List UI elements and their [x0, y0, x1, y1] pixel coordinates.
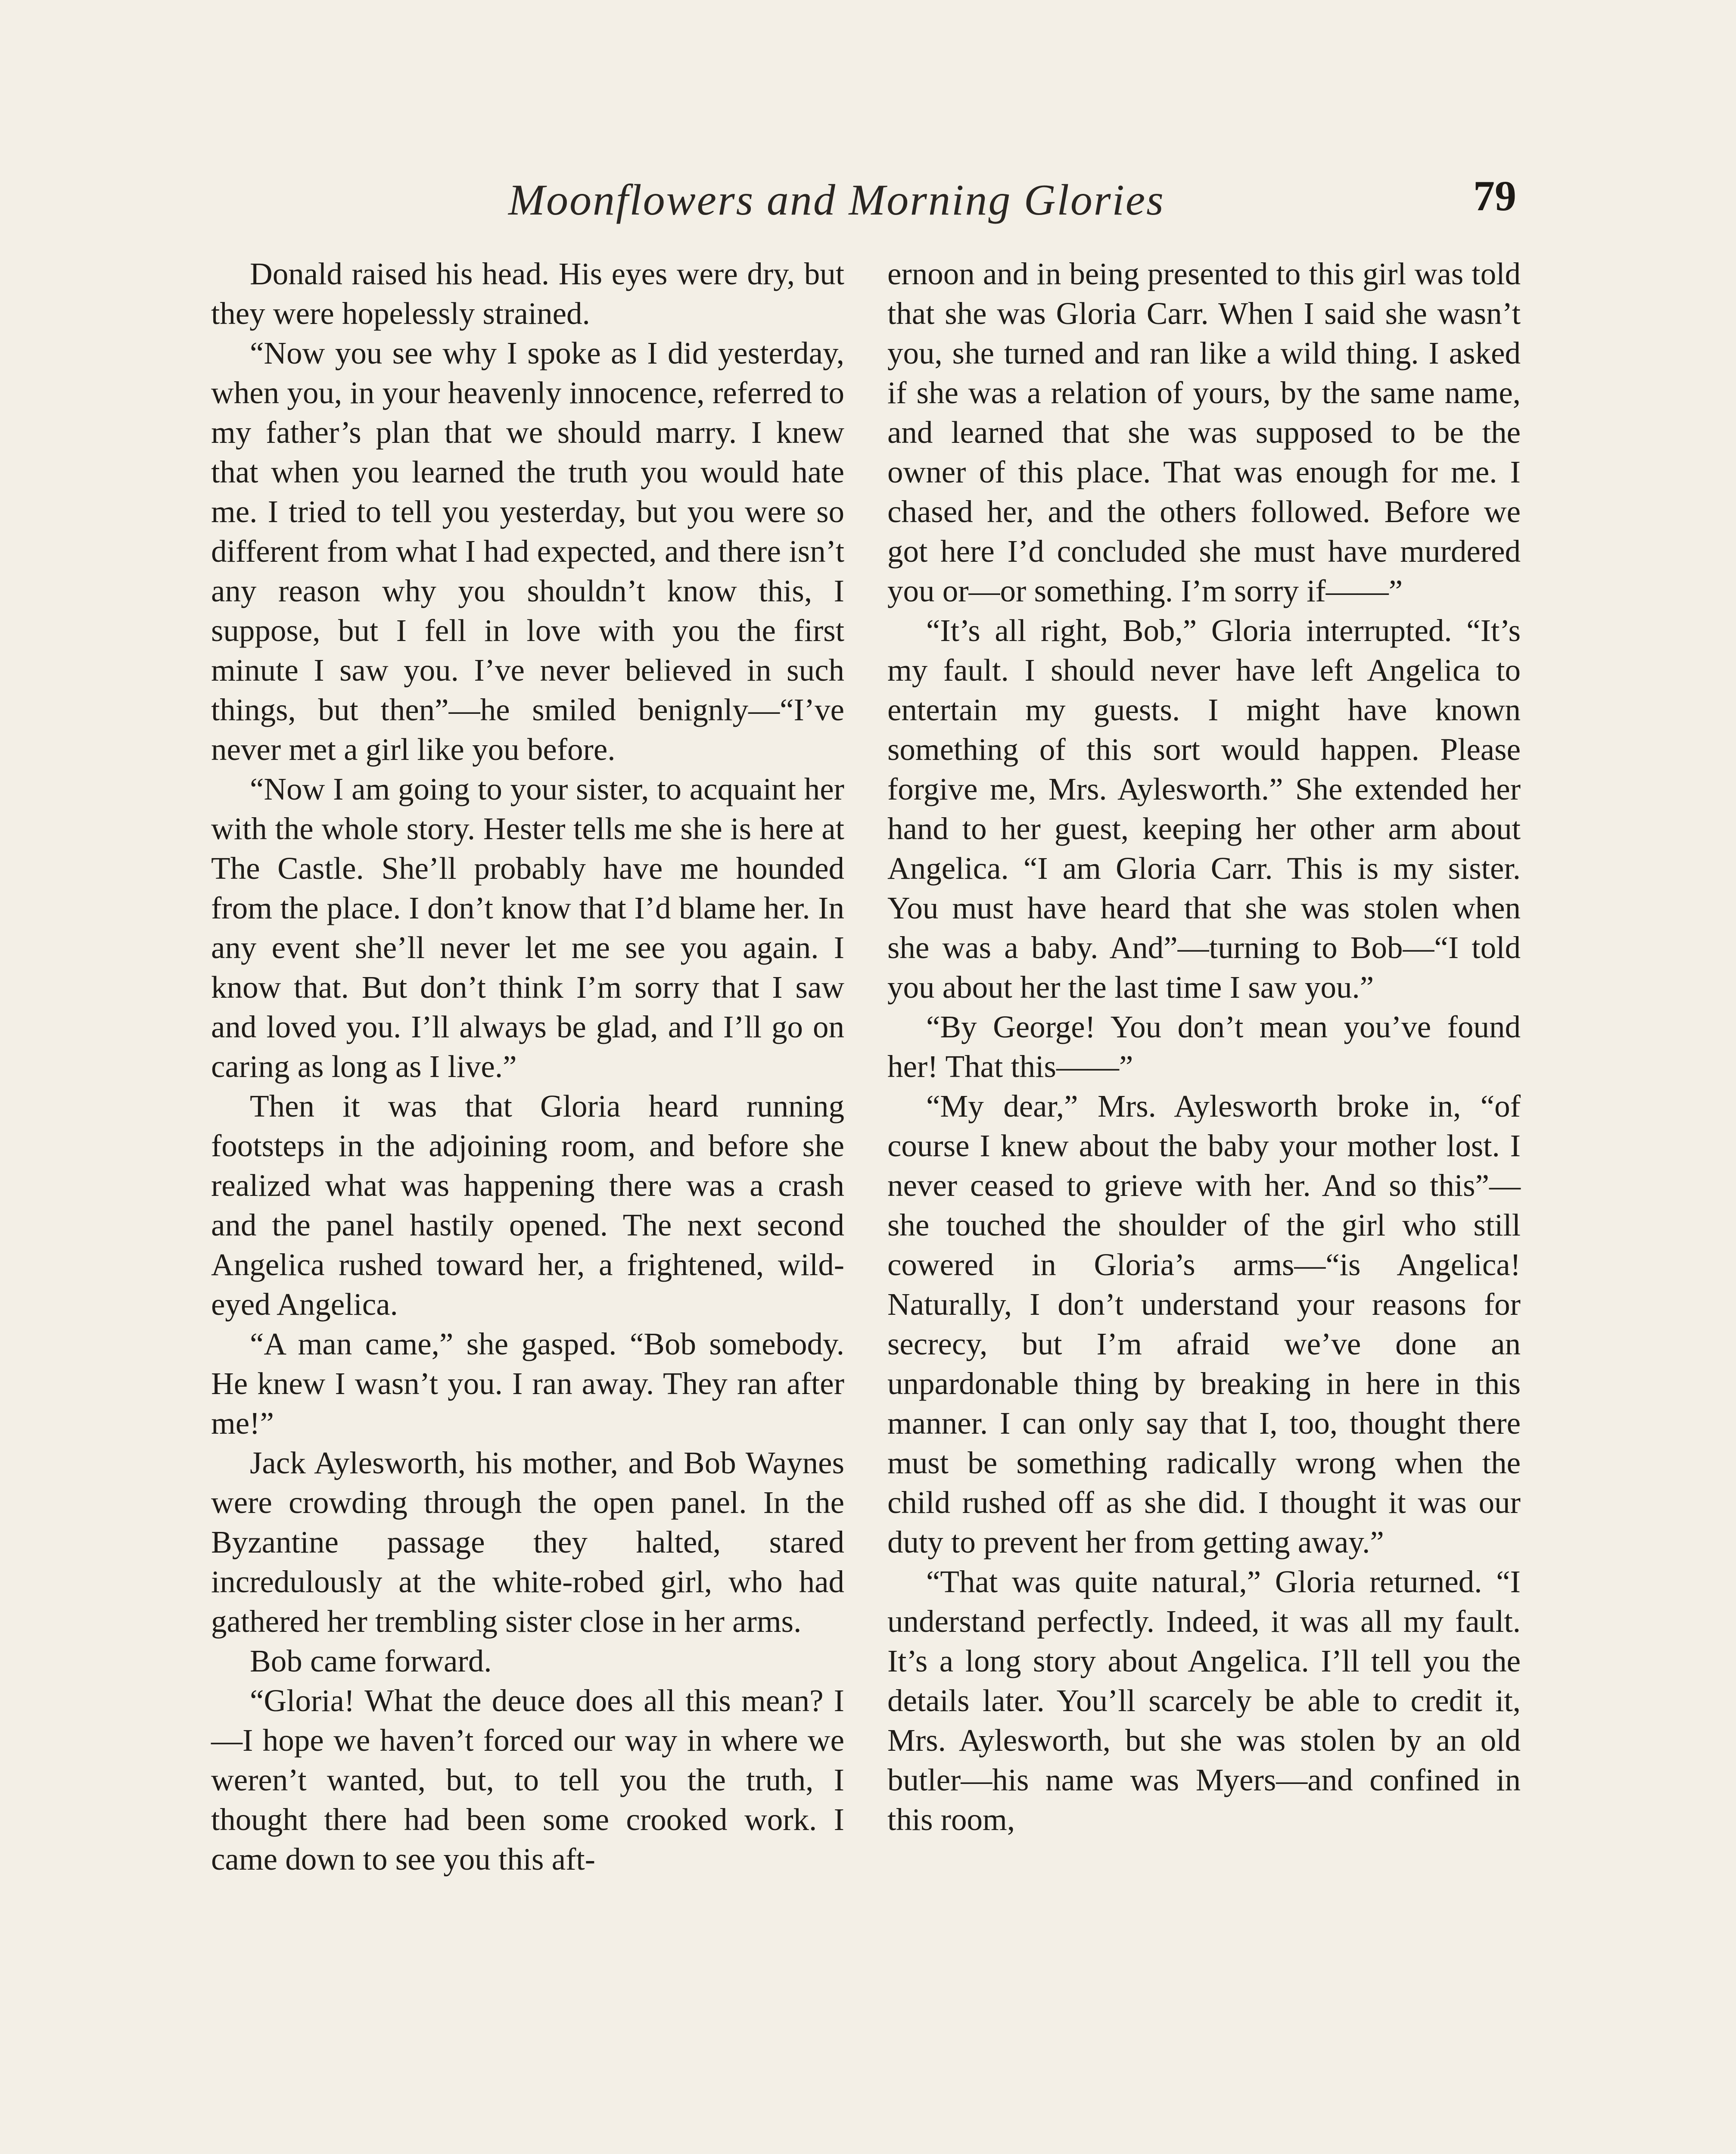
paragraph: “By George! You don’t mean you’ve found her! That this——” [887, 1009, 1521, 1084]
paragraph: Then it was that Gloria heard running footsteps in the adjoining room, and before she realized what was happening there was a crash and the panel hastily opened. The next second Angelica rushed toward her, a frightened, wild-eyed Angelica. [211, 1089, 844, 1322]
paragraph: Donald raised his head. His eyes were dry, but they were hopelessly strained. [211, 256, 844, 331]
paragraph: “It’s all right, Bob,” Gloria interrupted. “It’s my fault. I should never have left Angelica to entertain my guests. I might have known something of this sort would happen. Please forgive me, Mrs. Aylesworth.” She extended her hand to her guest, keeping her other arm about Angelica. “I am Gloria Carr. This is my sister. You must have heard that she was stolen when she was a baby. And”—turning to Bob—“I told you about her the last time I saw you.” [887, 613, 1521, 1005]
paragraph: ernoon and in being presented to this girl was told that she was Gloria Carr. When I said she wasn’t you, she turned and ran like a wild thing. I asked if she was a relation of yours, by the same name, and learned that she was supposed to be the owner of this place. That was enough for me. I chased her, and the others followed. Before we got here I’d concluded she must have murdered you or—or something. I’m sorry if——” [887, 256, 1521, 608]
page-number: 79 [1473, 172, 1516, 220]
page-header [207, 164, 1516, 233]
paragraph: “That was quite natural,” Gloria returned. “I understand perfectly. Indeed, it was all my fault. It’s a long story about Angelica. I’ll tell you the details later. You’ll scarcely be able to credit it, Mrs. Aylesworth, but she was stolen by an old butler—his name was Myers—and confined in this room, [887, 1564, 1521, 1837]
running-title: Moonflowers and Morning Glories [508, 176, 1165, 224]
paragraph: “Now I am going to your sister, to acquaint her with the whole story. Hester tells me she is here at The Castle. She’ll probably have me hounded from the place. I don’t know that I’d blame her. In any event she’ll never let me see you again. I know that. But don’t think I’m sorry that I saw and loved you. I’ll always be glad, and I’ll go on caring as long as I live.” [211, 772, 844, 1084]
paragraph: Jack Aylesworth, his mother, and Bob Waynes were crowding through the open panel. In the Byzantine passage they halted, stared incredulously at the white-robed girl, who had gathered her trembling sister close in her arms. [211, 1445, 844, 1639]
paragraph: “Gloria! What the deuce does all this mean? I—I hope we haven’t forced our way in where we weren’t wanted, but, to tell you the truth, I thought there had been some crooked work. I came down to see you this aft- [211, 1683, 844, 1877]
paragraph: “Now you see why I spoke as I did yesterday, when you, in your heavenly innocence, referred to my father’s plan that we should marry. I knew that when you learned the truth you would hate me. I tried to tell you yesterday, but you were so different from what I had expected, and there isn’t any reason why you shouldn’t know this, I suppose, but I fell in love with you the first minute I saw you. I’ve never believed in such things, but then”—he smiled benignly—“I’ve never met a girl like you before. [211, 336, 844, 767]
paragraph: “My dear,” Mrs. Aylesworth broke in, “of course I knew about the baby your mother lost. I never ceased to grieve with her. And so this”—she touched the shoulder of the girl who still cowered in Gloria’s arms—“is Angelica! Naturally, I don’t understand your reasons for secrecy, but I’m afraid we’ve done an unpardonable thing by breaking in here in this manner. I can only say that I, too, thought there must be something radically wrong when the child rushed off as she did. I thought it was our duty to prevent her from getting away.” [887, 1089, 1521, 1559]
paragraph: Bob came forward. [250, 1644, 492, 1678]
paragraph: “A man came,” she gasped. “Bob somebody. He knew I wasn’t you. I ran away. They ran after me!” [211, 1326, 844, 1441]
right-column [887, 254, 1521, 1840]
left-column [211, 254, 844, 1879]
